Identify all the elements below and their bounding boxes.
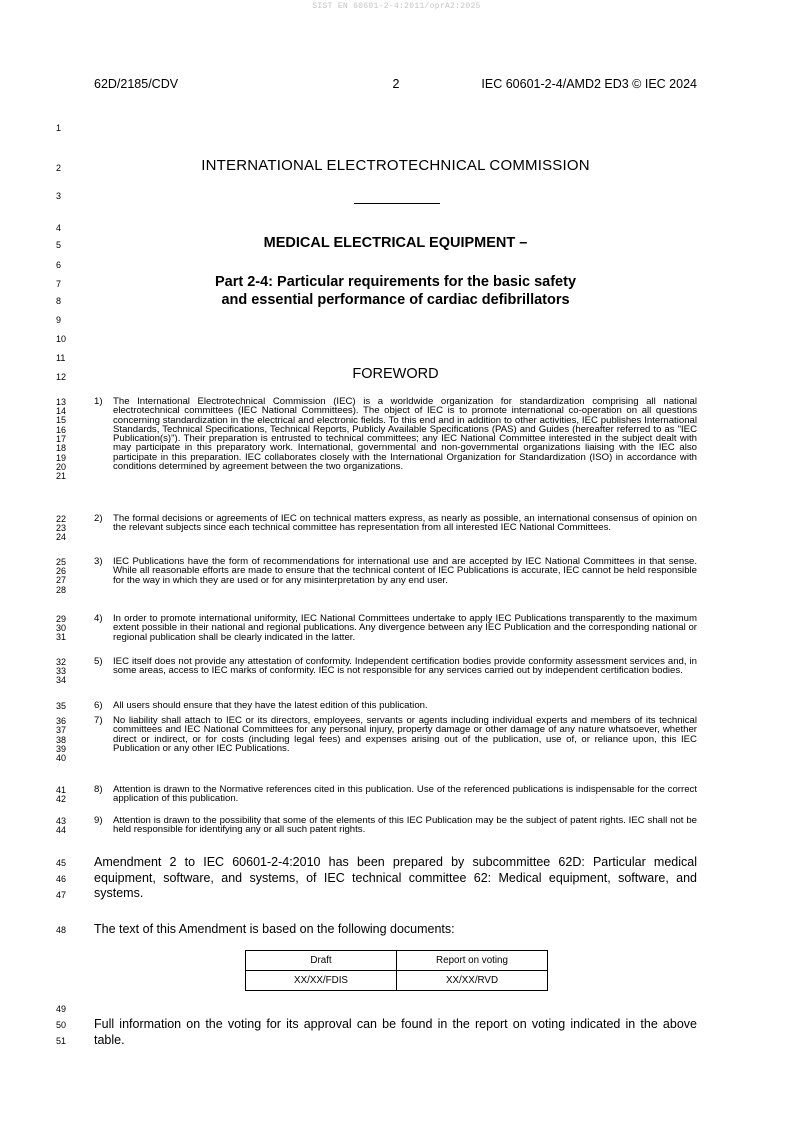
line-number: 10 [56,334,67,344]
line-number: 49 [56,1004,67,1014]
foreword-item-text: The formal decisions or agreements of IEC on technical matters express, as nearly as possible, an international consensus of opinion on the relevant subjects since each technical committee has representation from all interested IEC National Committees. [113,513,697,534]
line-number: 45 [56,858,67,868]
line-number: 27 [56,575,67,585]
foreword-item [94,816,697,835]
foreword-item-text: Attention is drawn to the Normative references cited in this publication. Use of the referenced publications is indispensable for the correct application of this publication. [113,784,697,805]
header-standard: IEC 60601-2-4/AMD2 ED3 © IEC 2024 [481,77,697,91]
foreword-item-text: No liability shall attach to IEC or its directors, employees, servants or agents including individual experts and members of its technical committees and IEC National Committees for any personal injury, property damage or other damage of any nature whatsoever, whether direct or indirect, or for costs (including legal fees) and expenses arising out of the publication, use of, or reliance upon, this IEC Publication or any other IEC Publications. [113,715,697,754]
line-number: 17 [56,434,67,444]
line-number: 25 [56,557,67,567]
line-number: 7 [56,279,62,289]
line-number: 35 [56,701,67,711]
title-divider [354,203,440,204]
watermark-text: SIST EN 60601-2-4:2011/oprA2:2025 [312,2,481,11]
table-header-cell: Report on voting [397,951,548,971]
header-page-number: 2 [392,77,400,91]
line-number: 39 [56,744,67,754]
table-row [246,971,548,991]
line-number: 38 [56,735,67,745]
voting-info-paragraph: Full information on the voting for its approval can be found in the report on voting indicated in the above table. [94,1017,697,1047]
foreword-item-number: 2) [94,513,103,524]
line-number: 43 [56,816,67,826]
line-number: 29 [56,614,67,624]
line-number: 24 [56,532,67,542]
line-number: 3 [56,191,62,201]
foreword-item-number: 4) [94,613,103,624]
foreword-heading: FOREWORD [352,366,439,382]
organization-title: INTERNATIONAL ELECTROTECHNICAL COMMISSION [201,157,590,174]
foreword-item [94,557,697,585]
line-number: 13 [56,397,67,407]
line-number: 8 [56,296,62,306]
part-title [94,274,697,309]
foreword-item-text: All users should ensure that they have the latest edition of this publication. [113,700,428,711]
main-title: MEDICAL ELECTRICAL EQUIPMENT – [263,235,528,251]
foreword-item-text: IEC Publications have the form of recommendations for international use and are accepted by IEC National Committees in that sense. While all reasonable efforts are made to ensure that the technical content of IEC Publications is accurate, IEC cannot be held responsible for the way in which they are used or for any misinterpretation by any end user. [113,556,697,586]
line-number: 19 [56,453,67,463]
line-number: 1 [56,123,62,133]
line-number: 23 [56,523,67,533]
line-number: 48 [56,925,67,935]
foreword-item-number: 7) [94,715,103,726]
foreword-item [94,716,697,753]
foreword-item [94,397,697,471]
foreword-item-number: 8) [94,784,103,795]
line-number: 44 [56,825,67,835]
foreword-item [94,785,697,804]
line-number: 2 [56,163,62,173]
table-cell: XX/XX/FDIS [246,971,397,991]
line-number: 40 [56,753,67,763]
line-number: 22 [56,514,67,524]
line-number: 30 [56,623,67,633]
line-number: 4 [56,223,62,233]
line-number: 50 [56,1020,67,1030]
line-number: 33 [56,666,67,676]
amendment-paragraph: Amendment 2 to IEC 60601-2-4:2010 has been prepared by subcommittee 62D: Particular medical equipment, software, and systems, of IEC technical committee 62: Medical equipment, software, and systems. [94,855,697,900]
line-number: 12 [56,372,67,382]
foreword-item-number: 5) [94,656,103,667]
foreword-item-text: In order to promote international uniformity, IEC National Committees undertake to apply IEC Publications transparently to the maximum extent possible in their national and regional publications. Any divergence between any IEC Publication and the corresponding national or regional publication shall be clearly indicated in the latter. [113,613,697,643]
line-number: 46 [56,874,67,884]
line-number: 34 [56,675,67,685]
line-number: 26 [56,566,67,576]
table-cell: XX/XX/RVD [397,971,548,991]
line-number: 47 [56,890,67,900]
documents-intro: The text of this Amendment is based on the following documents: [94,922,455,936]
part-title-line2: and essential performance of cardiac defibrillators [221,291,570,308]
foreword-item-number: 6) [94,700,103,711]
line-number: 18 [56,443,67,453]
line-number: 9 [56,315,62,325]
line-number: 21 [56,471,67,481]
line-number: 51 [56,1036,67,1046]
table-header-row [246,951,548,971]
foreword-item-text: Attention is drawn to the possibility that some of the elements of this IEC Publication may be the subject of patent rights. IEC shall not be held responsible for identifying any or all such patent rights. [113,815,697,836]
foreword-item [94,514,697,533]
foreword-item-number: 1) [94,396,103,407]
line-number: 37 [56,725,67,735]
line-number: 11 [56,353,66,363]
foreword-item-number: 9) [94,815,103,826]
voting-documents-table [245,950,548,991]
line-number: 14 [56,406,67,416]
line-number: 5 [56,240,62,250]
foreword-item [94,657,697,676]
header-doc-ref: 62D/2185/CDV [94,77,179,91]
foreword-item-number: 3) [94,556,103,567]
line-number: 32 [56,657,67,667]
line-number: 36 [56,716,67,726]
line-number: 15 [56,415,67,425]
foreword-item-text: IEC itself does not provide any attestation of conformity. Independent certification bodies provide conformity assessment services and, in some areas, access to IEC marks of conformity. IEC is not responsible for any services carried out by independent certification bodies. [113,656,697,677]
line-number: 20 [56,462,67,472]
foreword-item [94,614,697,642]
line-number: 6 [56,260,62,270]
line-number: 28 [56,585,67,595]
foreword-item-text: The International Electrotechnical Commission (IEC) is a worldwide organization for standardization comprising all national electrotechnical committees (IEC National Committees). The object of IEC is to promote international co-operation on all questions concerning standardization in the electrical and electronic fields. To this end and in addition to other activities, IEC publishes International Standards, Technical Specifications, Technical Reports, Publicly Available Specifications (PAS) and Guides (hereafter referred to as "IEC Publication(s)"). Their preparation is entrusted to technical committees; any IEC National Committee interested in the subject dealt with may participate in this preparatory work. International, governmental and non-governmental organizations liaising with the IEC also participate in this preparation. IEC collaborates closely with the International Organization for Standardization (ISO) in accordance with conditions determined by agreement between the two organizations. [113,396,697,473]
line-number: 42 [56,794,67,804]
table-header-cell: Draft [246,951,397,971]
line-number: 41 [56,785,67,795]
line-number: 16 [56,425,67,435]
line-number: 31 [56,632,67,642]
foreword-item [94,701,697,710]
part-title-line1: Part 2-4: Particular requirements for the basic safety [214,274,577,290]
